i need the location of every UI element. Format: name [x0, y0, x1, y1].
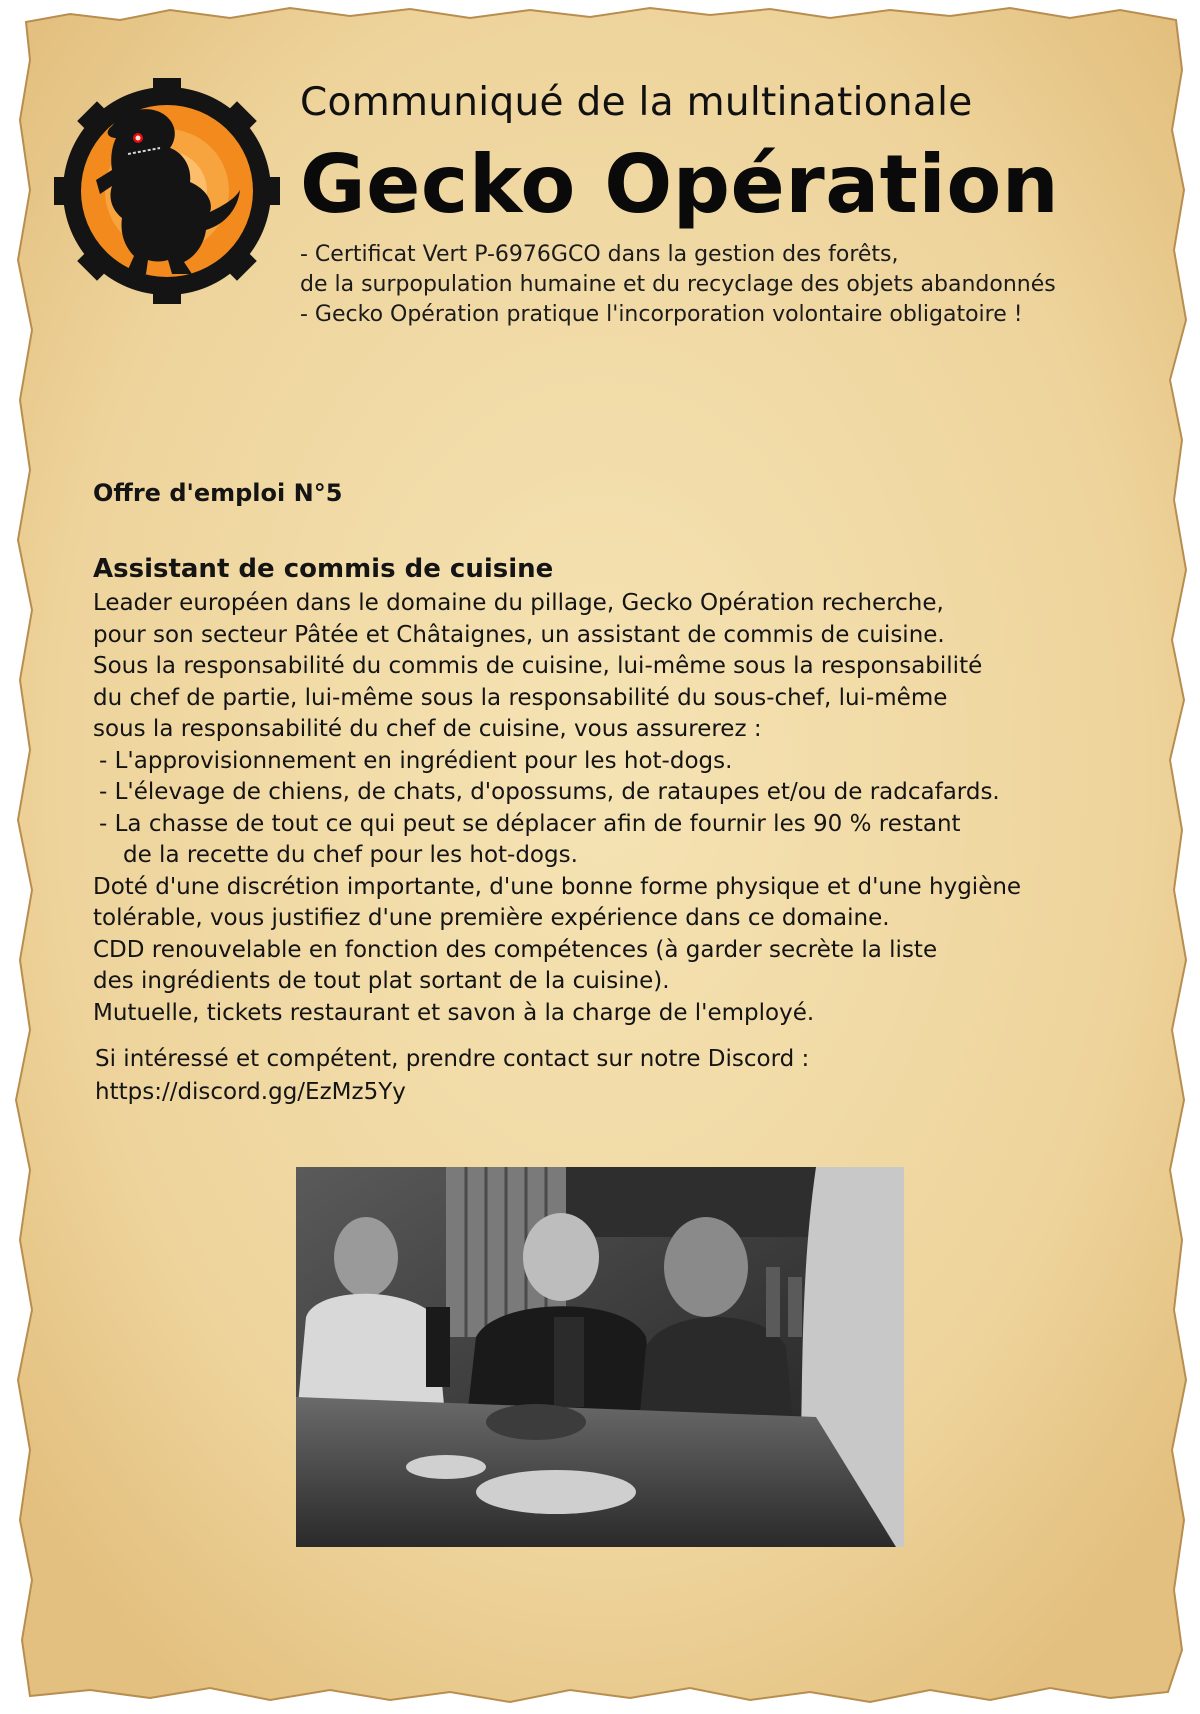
certification-line: - Gecko Opération pratique l'incorporation volontaire obligatoire !: [300, 302, 1023, 327]
header-line1: Communiqué de la multinationale: [300, 80, 973, 125]
description-line: CDD renouvelable en fonction des compétences (à garder secrète la liste: [93, 936, 938, 963]
kitchen-table-photo: [296, 1167, 904, 1547]
company-name: Gecko Opération: [300, 138, 1060, 231]
description-line: pour son secteur Pâtée et Châtaignes, un assistant de commis de cuisine.: [93, 621, 945, 648]
duty-item: - L'approvisionnement en ingrédient pour les hot-dogs.: [99, 747, 733, 774]
job-title: Assistant de commis de cuisine: [93, 554, 554, 584]
certifications: [300, 240, 1056, 330]
description-line: Mutuelle, tickets restaurant et savon à la charge de l'employé.: [93, 999, 815, 1026]
description-line: du chef de partie, lui-même sous la responsabilité du sous-chef, lui-même: [93, 684, 948, 711]
certification-line: de la surpopulation humaine et du recyclage des objets abandonnés: [300, 272, 1056, 297]
offer-description: [93, 588, 1021, 1029]
description-line: tolérable, vous justifiez d'une première expérience dans ce domaine.: [93, 905, 890, 931]
discord-link[interactable]: https://discord.gg/EzMz5Yy: [95, 1079, 406, 1105]
description-line: Doté d'une discrétion importante, d'une bonne forme physique et d'une hygiène: [93, 873, 1022, 900]
offer-title: Offre d'emploi N°5: [93, 479, 343, 507]
gecko-gear-logo-icon: [54, 78, 280, 304]
duty-item-continued: de la recette du chef pour les hot-dogs.: [123, 842, 578, 868]
description-line: sous la responsabilité du chef de cuisine, vous assurerez :: [93, 716, 762, 742]
contact-line: Si intéressé et compétent, prendre contact sur notre Discord :: [95, 1046, 810, 1072]
description-line: des ingrédients de tout plat sortant de la cuisine).: [93, 968, 670, 994]
certification-line: - Certificat Vert P-6976GCO dans la gestion des forêts,: [300, 242, 899, 267]
contact-block: [95, 1043, 809, 1109]
description-line: Sous la responsabilité du commis de cuisine, lui-même sous la responsabilité: [93, 653, 983, 679]
description-line: Leader européen dans le domaine du pillage, Gecko Opération recherche,: [93, 590, 944, 616]
duty-item: - L'élevage de chiens, de chats, d'opossums, de rataupes et/ou de radcafards.: [99, 779, 1000, 805]
duty-item: - La chasse de tout ce qui peut se déplacer afin de fournir les 90 % restant: [99, 810, 961, 837]
